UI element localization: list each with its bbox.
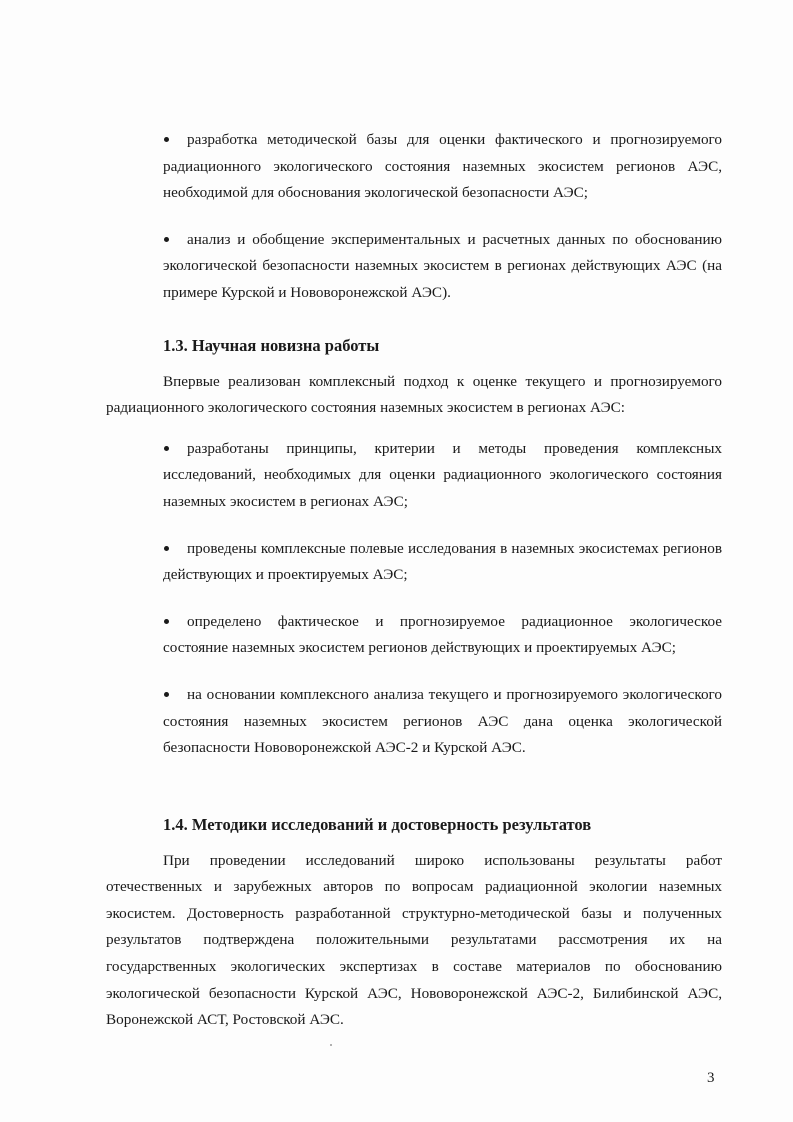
bullet-icon <box>164 237 169 242</box>
bullet-icon <box>164 692 169 697</box>
section-1-3-intro: Впервые реализован комплексный подход к оценке текущего и прогнозируемого радиационного экологического состояния наземных экосистем в регионах АЭС: <box>106 372 722 417</box>
page-content <box>106 127 722 1034</box>
novelty-bullet-3 <box>106 609 722 662</box>
goals-bullet-2 <box>106 227 722 307</box>
bullet-text: определено фактическое и прогнозируемое радиационное экологическое состояние наземных экосистем регионов действующих и проектируемых АЭС; <box>163 612 722 657</box>
bullet-text: на основании комплексного анализа текущего и прогнозируемого экологического состояния наземных экосистем регионов АЭС дана оценка экологической безопасности Нововоронежской АЭС-2 и Курской АЭС. <box>163 685 722 757</box>
novelty-bullet-1 <box>106 436 722 516</box>
bullet-icon <box>164 619 169 624</box>
scan-speck <box>330 1044 332 1046</box>
bullet-text: проведены комплексные полевые исследования в наземных экосистемах регионов действующих и проектируемых АЭС; <box>163 539 722 584</box>
goals-bullet-1 <box>106 127 722 207</box>
section-1-4-heading: 1.4. Методики исследований и достоверность результатов <box>163 814 592 834</box>
section-1-4-paragraph: При проведении исследований широко использованы результаты работ отечественных и зарубежных авторов по вопросам радиационной экологии наземных экосистем. Достоверность разработанной структурно-методической базы и полученных результатов подтверждена положительными результатами рассмотрения их на государственных экологических экспертизах в составе материалов по обоснованию экологической безопасности Курской АЭС, Нововоронежской АЭС-2, Билибинской АЭС, Воронежской АСТ, Ростовской АЭС. <box>106 851 722 1029</box>
bullet-icon <box>164 446 169 451</box>
section-1-3-heading: 1.3. Научная новизна работы <box>163 335 380 355</box>
novelty-bullet-4 <box>106 682 722 762</box>
bullet-icon <box>164 137 169 142</box>
bullet-text: разработаны принципы, критерии и методы проведения комплексных исследований, необходимых для оценки радиационного экологического состояния наземных экосистем в регионах АЭС; <box>163 439 722 510</box>
bullet-icon <box>164 546 169 551</box>
bullet-text: анализ и обобщение экспериментальных и расчетных данных по обоснованию экологической безопасности наземных экосистем в регионах действующих АЭС (на примере Курской и Нововоронежской АЭС). <box>163 230 722 301</box>
bullet-text: разработка методической базы для оценки фактического и прогнозируемого радиационного экологического состояния наземных экосистем регионов АЭС, необходимой для обоснования экологической безопасности АЭС; <box>163 131 722 202</box>
novelty-bullet-2 <box>106 536 722 589</box>
page-number: 3 <box>707 1070 715 1086</box>
